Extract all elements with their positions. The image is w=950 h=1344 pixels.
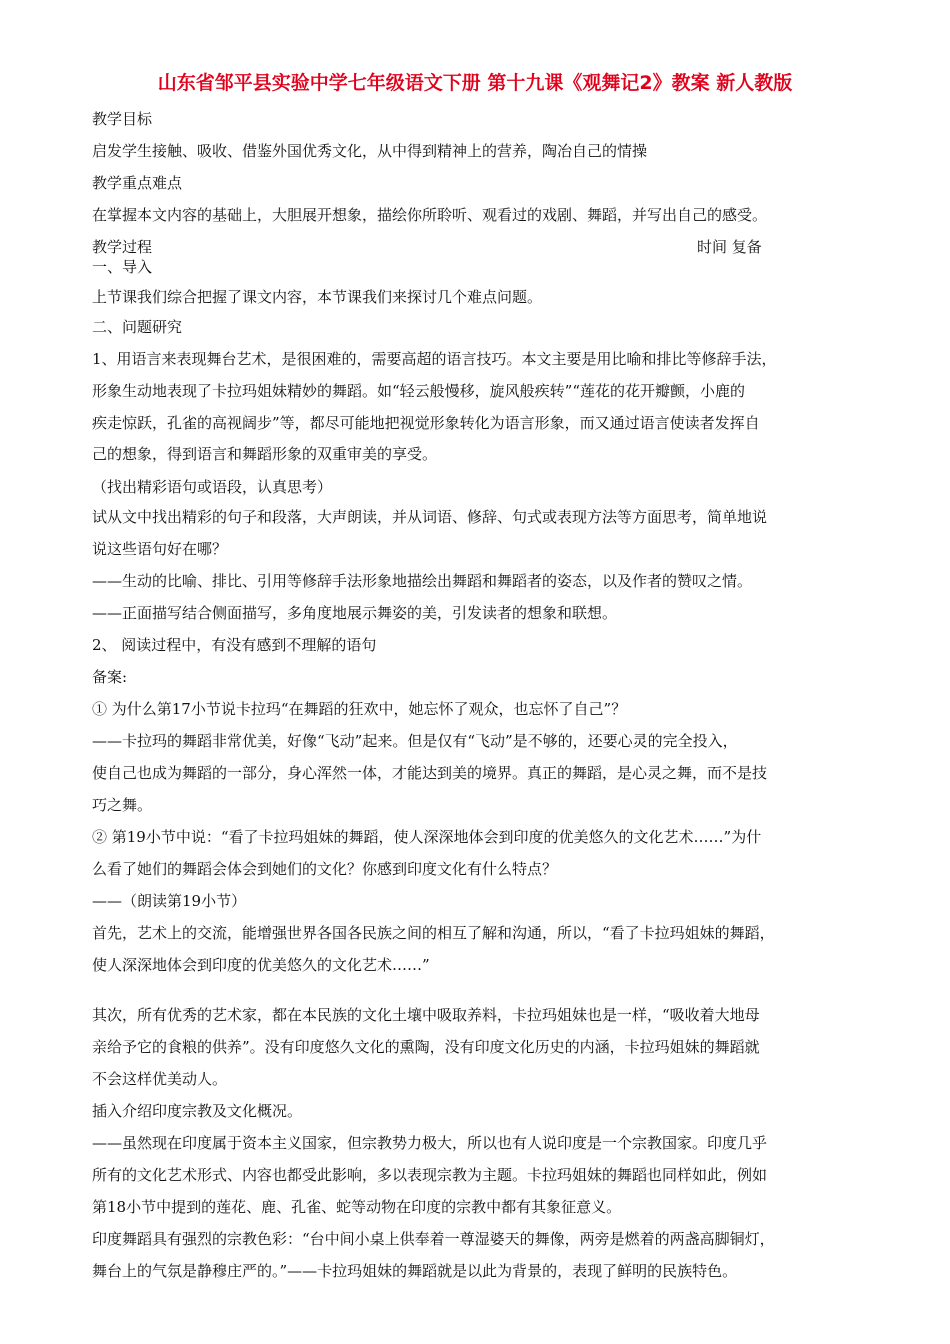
text-line: 其次，所有优秀的艺术家，都在本民族的文化土壤中吸取养料，卡拉玛姐妹也是一样，“吸收着大地母 (92, 1006, 760, 1024)
text-line: 所有的文化艺术形式、内容也都受此影响，多以表现宗教为主题。卡拉玛姐妹的舞蹈也同样如此，例如 (92, 1166, 768, 1184)
text-line: 备案: (92, 668, 128, 686)
text-line: 在掌握本文内容的基础上，大胆展开想象，描绘你所聆听、观看过的戏剧、舞蹈，并写出自己的感受。 (92, 206, 768, 224)
text-line: 试从文中找出精彩的句子和段落，大声朗读，并从词语、修辞、句式或表现方法等方面思考，简单地说 (92, 508, 768, 526)
text-line: 第18小节中提到的莲花、鹿、孔雀、蛇等动物在印度的宗教中都有其象征意义。 (92, 1198, 622, 1216)
text-line: 2、 阅读过程中，有没有感到不理解的语句 (92, 636, 377, 654)
text-line: 使自己也成为舞蹈的一部分，身心浑然一体，才能达到美的境界。真正的舞蹈，是心灵之舞，而不是技 (92, 764, 768, 782)
text-line: 二、问题研究 (92, 318, 183, 336)
text-line: 不会这样优美动人。 (92, 1070, 228, 1088)
text-line: 疾走惊跃，孔雀的高视阔步”等，都尽可能地把视觉形象转化为语言形象，而又通过语言使读者发挥自 (92, 414, 760, 432)
text-line: 教学目标 (92, 110, 153, 128)
text-line: 己的想象，得到语言和舞蹈形象的双重审美的享受。 (92, 445, 438, 463)
text-line: 使人深深地体会到印度的优美悠久的文化艺术……” (92, 956, 430, 974)
text-line: 亲给予它的食粮的供养”。没有印度悠久文化的熏陶，没有印度文化历史的内涵，卡拉玛姐妹的舞蹈就 (92, 1038, 760, 1056)
text-line: 插入介绍印度宗教及文化概况。 (92, 1102, 303, 1120)
text-line: 印度舞蹈具有强烈的宗教色彩：“台中间小桌上供奉着一尊湿婆天的舞像，两旁是燃着的两盏高脚铜灯， (92, 1230, 775, 1248)
time-prep-label: 时间 复备 (697, 238, 762, 256)
text-line: 形象生动地表现了卡拉玛姐妹精妙的舞蹈。如“轻云般慢移，旋风般疾转”“莲花的花开瓣颤，小鹿的 (92, 382, 746, 400)
text-line: 上节课我们综合把握了课文内容，本节课我们来探讨几个难点问题。 (92, 288, 543, 306)
text-line: 舞台上的气氛是静穆庄严的。”——卡拉玛姐妹的舞蹈就是以此为背景的，表现了鲜明的民族特色。 (92, 1262, 738, 1280)
text-line: 教学重点难点 (92, 174, 183, 192)
text-line: ② 第19小节中说：“看了卡拉玛姐妹的舞蹈，使人深深地体会到印度的优美悠久的文化艺术……”为什 (92, 828, 762, 846)
text-line: ——生动的比喻、排比、引用等修辞手法形象地描绘出舞蹈和舞蹈者的姿态，以及作者的赞叹之情。 (92, 572, 753, 590)
text-line: （找出精彩语句或语段，认真思考） (92, 478, 333, 496)
text-line: 一、导入 (92, 258, 153, 276)
text-line: 1、用语言来表现舞台艺术，是很困难的，需要高超的语言技巧。本文主要是用比喻和排比等修辞手法， (92, 350, 777, 368)
text-line: 教学过程 (92, 238, 153, 256)
text-line: 启发学生接触、吸收、借鉴外国优秀文化，从中得到精神上的营养，陶冶自己的情操 (92, 142, 648, 160)
text-line: 首先，艺术上的交流，能增强世界各国各民族之间的相互了解和沟通，所以，“看了卡拉玛姐妹的舞蹈， (92, 924, 775, 942)
text-line: ——正面描写结合侧面描写，多角度地展示舞姿的美，引发读者的想象和联想。 (92, 604, 618, 622)
text-line: 么看了她们的舞蹈会体会到她们的文化？你感到印度文化有什么特点？ (92, 860, 558, 878)
text-line: ——虽然现在印度属于资本主义国家，但宗教势力极大，所以也有人说印度是一个宗教国家。印度几乎 (92, 1134, 768, 1152)
text-line: ① 为什么第17小节说卡拉玛“在舞蹈的狂欢中，她忘怀了观众，也忘怀了自己”？ (92, 700, 627, 718)
document-title: 山东省邹平县实验中学七年级语文下册 第十九课《观舞记2》教案 新人教版 (157, 72, 793, 94)
text-line: ——（朗读第19小节） (92, 892, 247, 910)
text-line: 巧之舞。 (92, 796, 153, 814)
text-line: 说这些语句好在哪？ (92, 540, 228, 558)
text-line: ——卡拉玛的舞蹈非常优美，好像“飞动”起来。但是仅有“飞动”是不够的，还要心灵的完全投入， (92, 732, 738, 750)
